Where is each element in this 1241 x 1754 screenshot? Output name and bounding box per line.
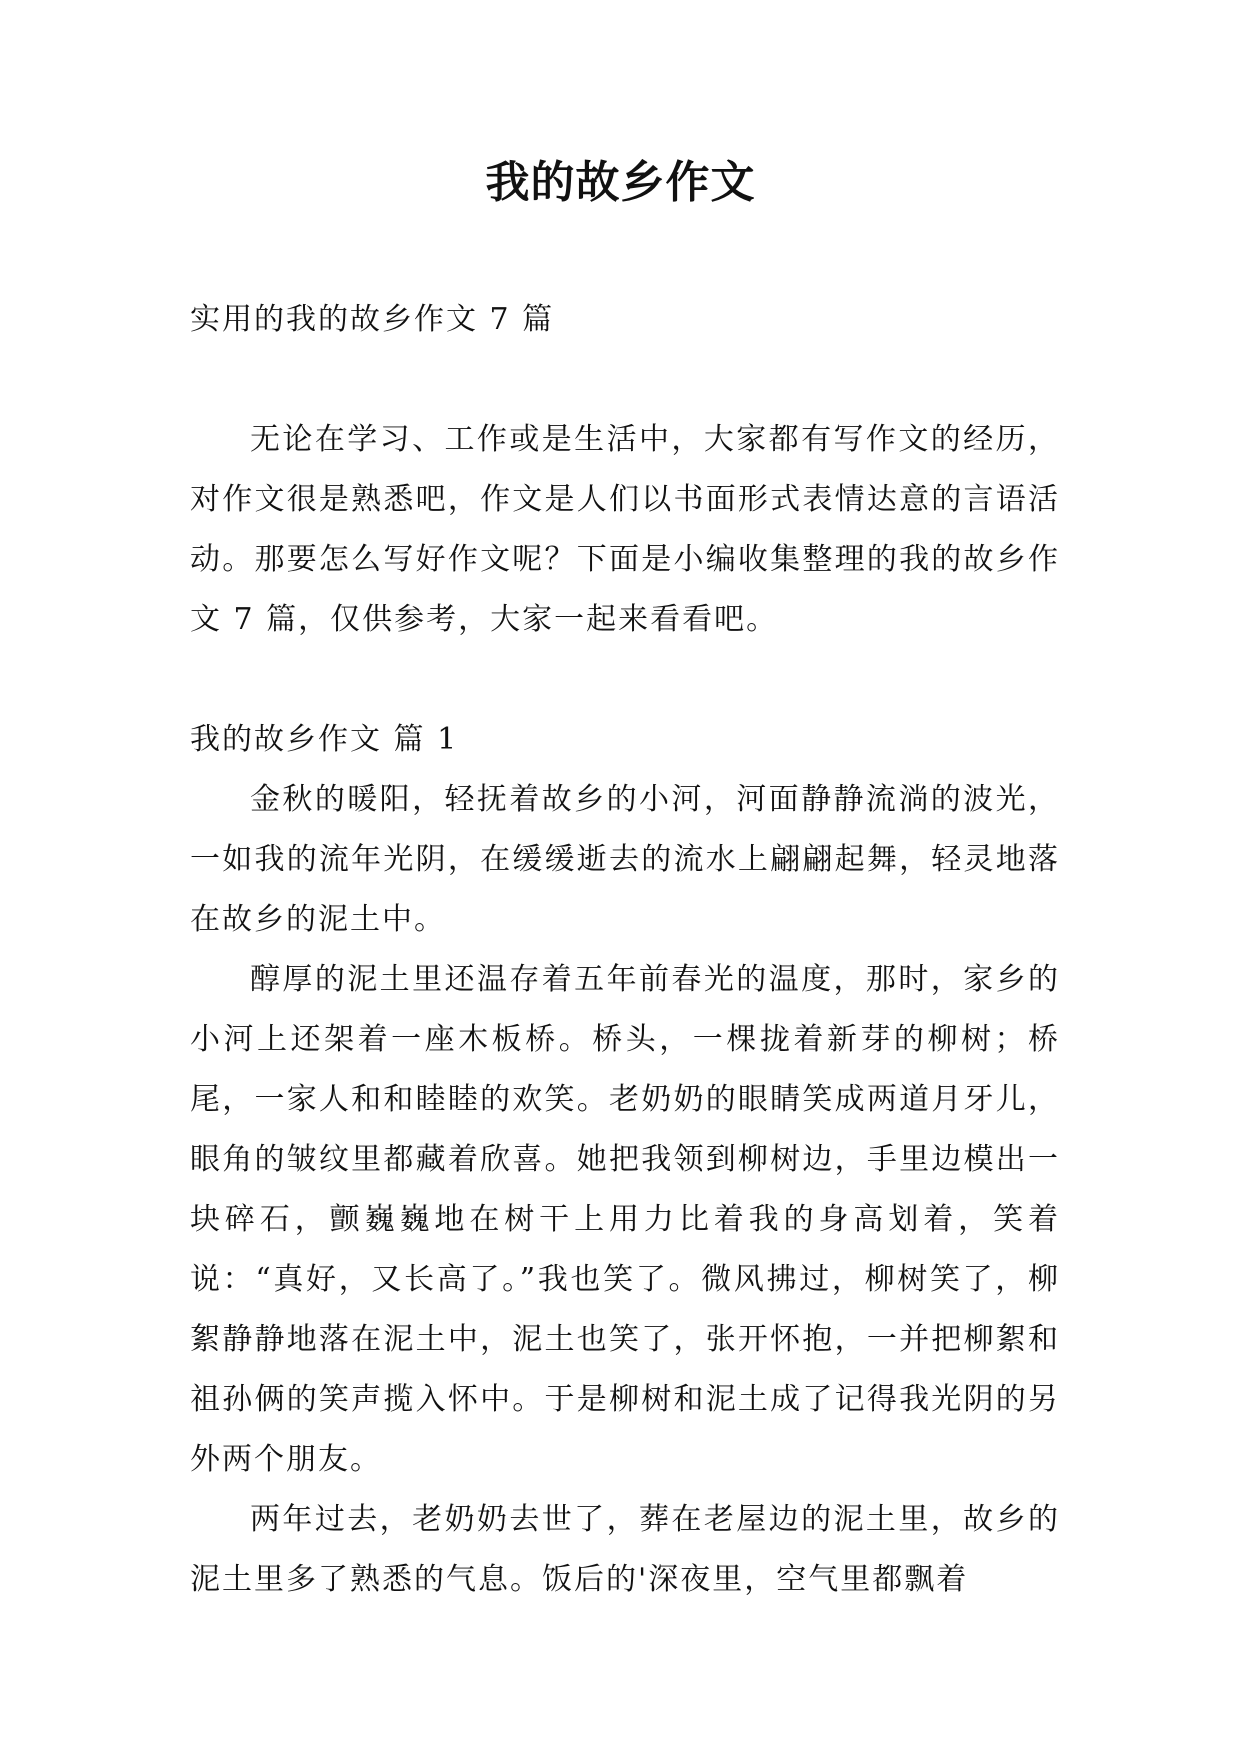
spacer [190, 350, 1060, 410]
document-body [190, 290, 1060, 1610]
intro-paragraph: 无论在学习、工作或是生活中，大家都有写作文的经历，对作文很是熟悉吧，作文是人们以书面形式表情达意的言语活动。那要怎么写好作文呢？下面是小编收集整理的我的故乡作文 7 篇，仅供参考，大家一起来看看吧。 [190, 422, 1060, 637]
body-paragraph-3: 两年过去，老奶奶去世了，葬在老屋边的泥土里，故乡的泥土里多了熟悉的气息。饭后的'深夜里，空气里都飘着 [190, 1502, 1060, 1597]
body-paragraph-1: 金秋的暖阳，轻抚着故乡的小河，河面静静流淌的波光，一如我的流年光阴，在缓缓逝去的流水上翩翩起舞，轻灵地落在故乡的泥土中。 [190, 782, 1060, 937]
spacer [190, 650, 1060, 710]
document-title: 我的故乡作文 [485, 157, 756, 208]
document-subtitle: 实用的我的故乡作文 7 篇 [190, 302, 555, 337]
section-heading: 我的故乡作文 篇 1 [190, 722, 459, 757]
body-paragraph-2: 醇厚的泥土里还温存着五年前春光的温度，那时，家乡的小河上还架着一座木板桥。桥头，一棵拢着新芽的柳树；桥尾，一家人和和睦睦的欢笑。老奶奶的眼睛笑成两道月牙儿，眼角的皱纹里都藏着欣喜。她把我领到柳树边，手里边模出一块碎石，颤巍巍地在树干上用力比着我的身高划着，笑着说：“真好，又长高了。”我也笑了。微风拂过，柳树笑了，柳絮静静地落在泥土中，泥土也笑了，张开怀抱，一并把柳絮和祖孙俩的笑声揽入怀中。于是柳树和泥土成了记得我光阴的另外两个朋友。 [190, 962, 1060, 1477]
